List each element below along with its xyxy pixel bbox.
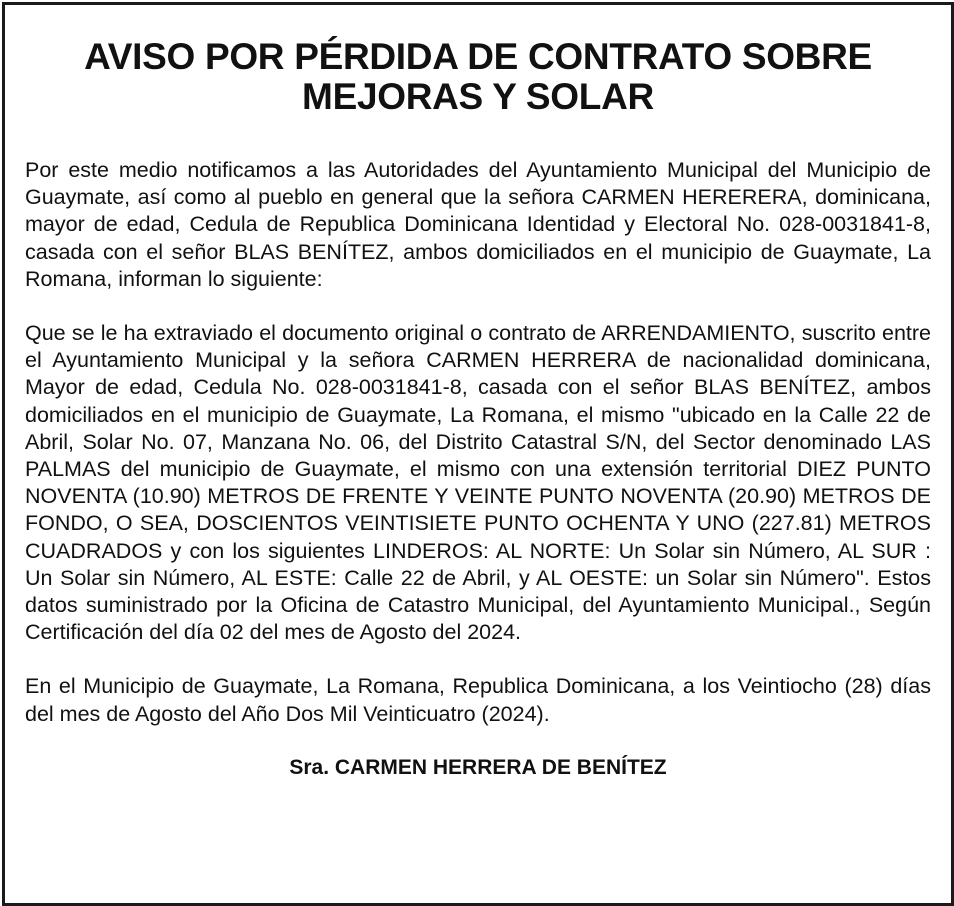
- notice-paragraph-intro: Por este medio notificamos a las Autoridades del Ayuntamiento Municipal del Municipio de Guaymate, así como al pueblo en general que la señora CARMEN HERERERA, dominicana, mayor de edad, Cedula de Republica Dominicana Identidad y Electoral No. 028-0031841-8, casada con el señor BLAS BENÍTEZ, ambos domiciliados en el municipio de Guaymate, La Romana, informan lo siguiente:: [25, 158, 931, 291]
- notice-paragraph-closing: En el Municipio de Guaymate, La Romana, Republica Dominicana, a los Veintiocho (28) días del mes de Agosto del Año Dos Mil Veinticuatro (2024).: [25, 674, 931, 726]
- notice-title: AVISO POR PÉRDIDA DE CONTRATO SOBRE MEJORAS Y SOLAR: [84, 36, 872, 117]
- notice-signature: Sra. CARMEN HERRERA DE BENÍTEZ: [289, 755, 667, 779]
- notice-content: [25, 5, 931, 903]
- notice-paragraph-details: Que se le ha extraviado el documento original o contrato de ARRENDAMIENTO, suscrito entre el Ayuntamiento Municipal y la señora CARMEN HERRERA de nacionalidad dominicana, Mayor de edad, Cedula No. 028-0031841-8, casada con el señor BLAS BENÍTEZ, ambos domiciliados en el municipio de Guaymate, La Romana, el mismo "ubicado en la Calle 22 de Abril, Solar No. 07, Manzana No. 06, del Distrito Catastral S/N, del Sector denominado LAS PALMAS del municipio de Guaymate, el mismo con una extensión territorial DIEZ PUNTO NOVENTA (10.90) METROS DE FRENTE Y VEINTE PUNTO NOVENTA (20.90) METROS DE FONDO, O SEA, DOSCIENTOS VEINTISIETE PUNTO OCHENTA Y UNO (227.81) METROS CUADRADOS y con los siguientes LINDEROS: AL NORTE: Un Solar sin Número, AL SUR : Un Solar sin Número, AL ESTE: Calle 22 de Abril, y AL OESTE: un Solar sin Número". Estos datos suministrado por la Oficina de Catastro Municipal, del Ayuntamiento Municipal., Según Certificación del día 02 del mes de Agosto del 2024.: [25, 321, 931, 645]
- notice-border: [2, 2, 954, 906]
- notice-body: [25, 157, 931, 728]
